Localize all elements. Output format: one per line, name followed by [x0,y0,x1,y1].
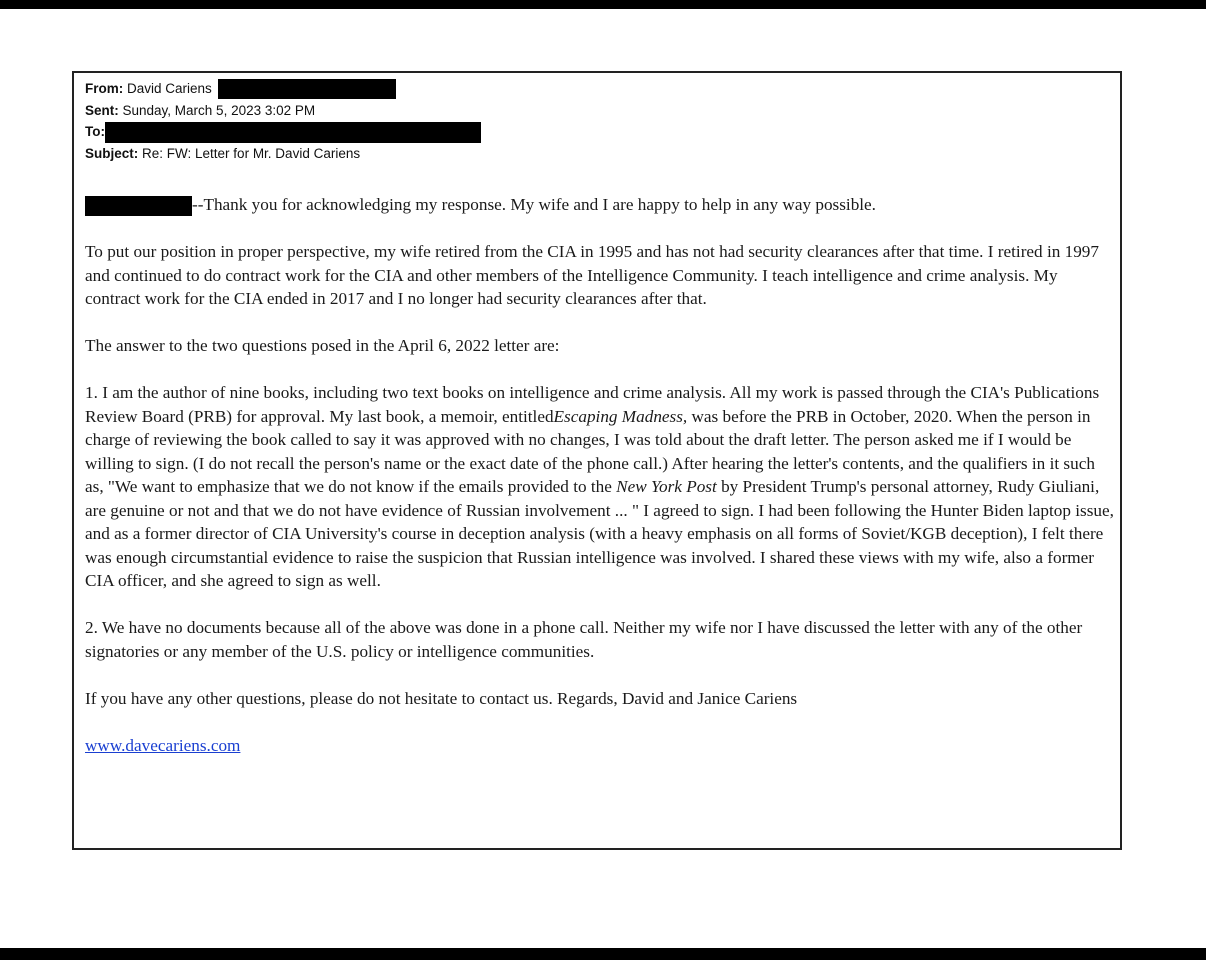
from-label: From: [85,81,124,96]
email-header [85,78,481,164]
sent-label: Sent: [85,102,119,118]
answer-intro: The answer to the two questions posed in the April 6, 2022 letter are: [85,336,560,355]
to-line [85,121,481,143]
sent-line [85,100,481,122]
answer-one-b: was before the PRB in October, 2020. When the person in charge of reviewing the book called to say it was approved with no changes, I was told about the draft letter. The person asked me if I would be willing to sign. (I do not recall the person's name or the exact date of the phone call.) After hearing the letter's contents, and the qualifiers in it such as, "We want to emphasize that we do not know if the emails provided to the [85,406,1095,496]
book-title: Escaping Madness, [553,406,688,426]
answer-one-a: 1. I am the author of nine books, including two text books on intelligence and crime analysis. All my work is passed through the CIA's Publications Review Board (PRB) for approval. My last book, a memoir, entitled [85,383,1100,426]
answer-one-c: by President Trump's personal attorney, Rudy Giuliani, are genuine or not and that we do not have evidence of Russian involvement ... " I agreed to sign. I had been following the Hunter Biden laptop issue, and as a former director of CIA University's course in deception analysis (with a heavy emphasis on all forms of Soviet/KGB deception), I felt there was enough circumstantial evidence to raise the suspicion that Russian intelligence was involved. I shared these views with my wife, also a former CIA officer, and she agreed to sign as well. [85,477,1114,590]
answer-one [85,381,1115,593]
position-paragraph: To put our position in proper perspective, my wife retired from the CIA in 1995 and has not had security clearances after that time. I retired in 1997 and continued to do contract work for the CIA and other members of the Intelligence Community. I teach intelligence and crime analysis. My contract work for the CIA ended in 2017 and I no longer had security clearances after that. [85,242,1099,308]
from-value: David Cariens [127,81,212,96]
greeting-text: --Thank you for acknowledging my response. My wife and I are happy to help in any way possible. [192,195,876,214]
from-line [85,78,481,100]
subject-label: Subject: [85,145,139,161]
website-line [85,734,1115,758]
recipient-redaction [85,196,192,216]
bottom-black-bar [0,948,1206,960]
to-label: To: [85,124,105,139]
to-redaction [105,122,481,143]
subject-line [85,143,481,165]
top-black-bar [0,0,1206,9]
subject-value: Re: FW: Letter for Mr. David Cariens [142,145,361,161]
newspaper-name: New York Post [616,477,717,496]
greeting-paragraph [85,193,1115,217]
sent-value: Sunday, March 5, 2023 3:02 PM [122,102,316,118]
closing-paragraph: If you have any other questions, please do not hesitate to contact us. Regards, David and Janice Cariens [85,688,798,708]
email-printout [72,71,1122,850]
website-link[interactable]: www.davecariens.com [85,735,241,755]
email-body [85,193,1115,757]
from-redaction [218,79,396,99]
answer-two: 2. We have no documents because all of the above was done in a phone call. Neither my wife nor I have discussed the letter with any of the other signatories or any member of the U.S. policy or intelligence communities. [85,618,1083,661]
